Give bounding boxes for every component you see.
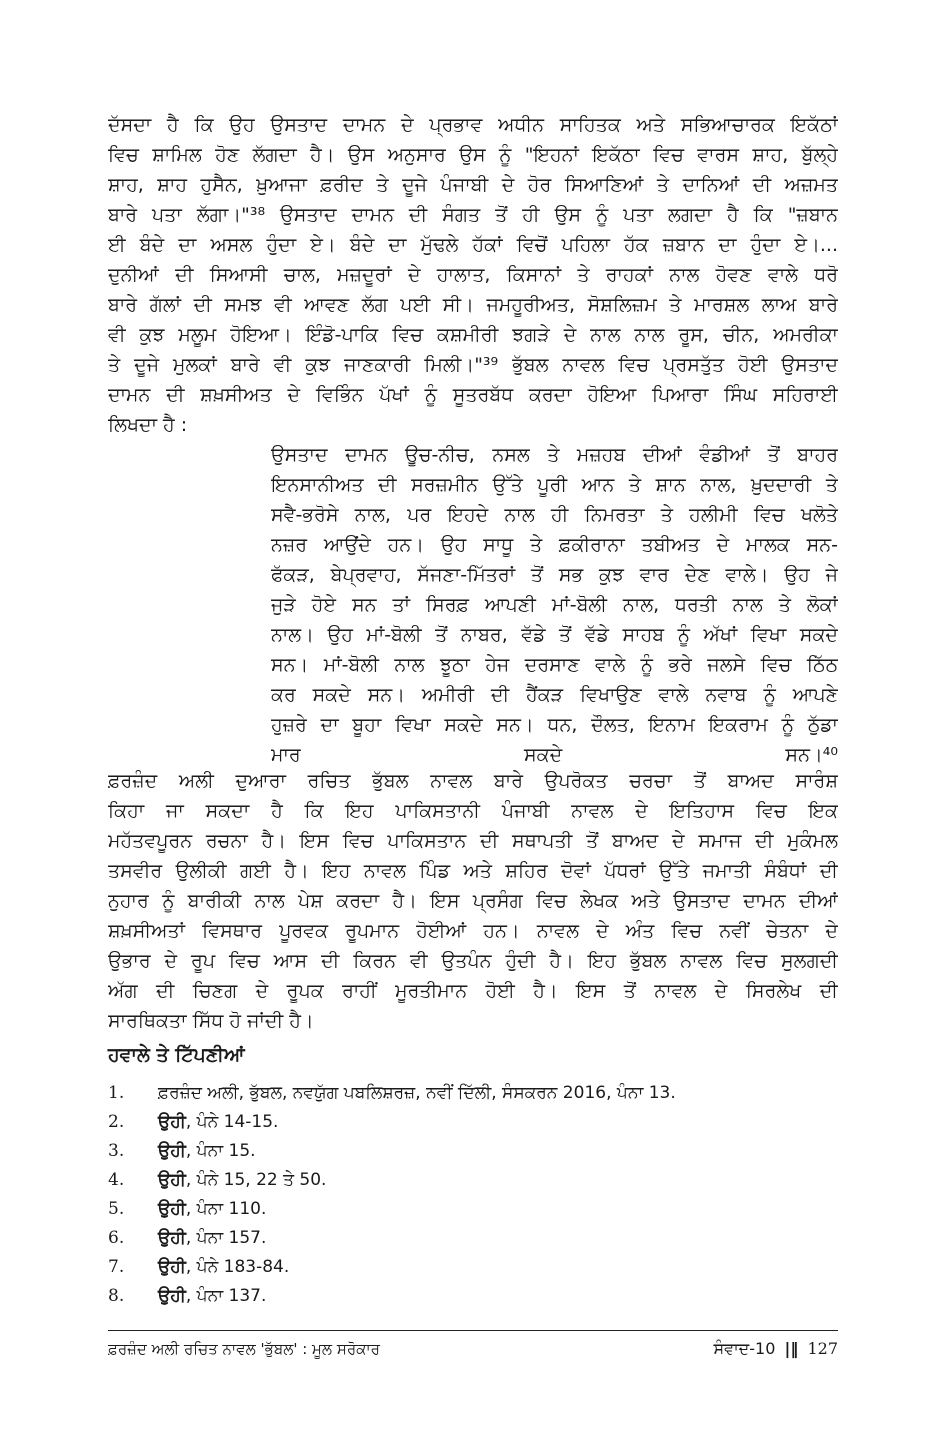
journal-name: ਸੰਵਾਦ-10 bbox=[713, 1339, 776, 1358]
reference-text: , ਪੰਨਾ 110. bbox=[185, 1199, 267, 1219]
footer-separator: |‖ bbox=[784, 1339, 799, 1358]
reference-number: 7. bbox=[108, 1257, 125, 1277]
text-line: ਸਵੈ-ਭਰੋਸੇ ਨਾਲ, ਪਰ ਇਹਦੇ ਨਾਲ ਹੀ ਨਿਮਰਤਾ ਤੇ ਹਲੀਮੀ ਵਿਚ ਖਲੋਤੇ bbox=[271, 504, 838, 526]
text-line: ਮਹੱਤਵਪੂਰਨ ਰਚਨਾ ਹੈ। ਇਸ ਵਿਚ ਪਾਕਿਸਤਾਨ ਦੀ ਸਥਾਪਤੀ ਤੋਂ ਬਾਅਦ ਦੇ ਸਮਾਜ ਦੀ ਮੁਕੰਮਲ bbox=[108, 830, 838, 852]
text-line: ਫੱਕੜ, ਬੇਪ੍ਰਵਾਹ, ਸੱਜਣਾ-ਮਿੱਤਰਾਂ ਤੋਂ ਸਭ ਕੁਝ ਵਾਰ ਦੇਣ ਵਾਲੇ। ਉਹ ਜੇ bbox=[271, 564, 838, 586]
text-line: ਬਾਰੇ ਗੱਲਾਂ ਦੀ ਸਮਝ ਵੀ ਆਵਣ ਲੱਗ ਪਈ ਸੀ। ਜਮਹੂਰੀਅਤ, ਸੋਸ਼ਲਿਜ਼ਮ ਤੇ ਮਾਰਸ਼ਲ ਲਾਅ ਬਾਰੇ bbox=[108, 294, 838, 316]
text-line: ਤੇ ਦੂਜੇ ਮੁਲਕਾਂ ਬਾਰੇ ਵੀ ਕੁਝ ਜਾਣਕਾਰੀ ਮਿਲੀ।"³⁹ ਭੁੱਬਲ ਨਾਵਲ ਵਿਚ ਪ੍ਰਸਤੁੱਤ ਹੋਈ ਉਸਤਾਦ bbox=[108, 354, 838, 376]
reference-text: , ਪੰਨਾ 15. bbox=[185, 1141, 256, 1161]
reference-number: 5. bbox=[108, 1199, 125, 1219]
text-line: ਸਨ। ਮਾਂ-ਬੋਲੀ ਨਾਲ ਝੂਠਾ ਹੇਜ ਦਰਸਾਣ ਵਾਲੇ ਨੂੰ ਭਰੇ ਜਲਸੇ ਵਿਚ ਠਿੱਠ bbox=[271, 654, 838, 676]
reference-ibid: ਉਹੀ bbox=[158, 1170, 186, 1190]
text-line: ਈ ਬੰਦੇ ਦਾ ਅਸਲ ਹੁੰਦਾ ਏ। ਬੰਦੇ ਦਾ ਮੁੱਢਲੇ ਹੱਕਾਂ ਵਿਚੋਂ ਪਹਿਲਾ ਹੱਕ ਜ਼ਬਾਨ ਦਾ ਹੁੰਦਾ ਏ।... bbox=[108, 234, 838, 256]
text-line: ਦੱਸਦਾ ਹੈ ਕਿ ਉਹ ਉਸਤਾਦ ਦਾਮਨ ਦੇ ਪ੍ਰਭਾਵ ਅਧੀਨ ਸਾਹਿਤਕ ਅਤੇ ਸਭਿਆਚਾਰਕ ਇਕੱਠਾਂ bbox=[108, 114, 838, 136]
reference-ibid: ਉਹੀ bbox=[158, 1286, 186, 1306]
page-number: 127 bbox=[807, 1339, 838, 1358]
reference-item bbox=[108, 1196, 838, 1222]
reference-number: 3. bbox=[108, 1141, 125, 1161]
reference-ibid: ਉਹੀ bbox=[158, 1228, 186, 1248]
footer-rule bbox=[108, 1330, 838, 1331]
reference-number: 2. bbox=[108, 1112, 125, 1132]
text-line: ਸ਼ਖ਼ਸੀਅਤਾਂ ਵਿਸਥਾਰ ਪੂਰਵਕ ਰੂਪਮਾਨ ਹੋਈਆਂ ਹਨ। ਨਾਵਲ ਦੇ ਅੰਤ ਵਿਚ ਨਵੀਂ ਚੇਤਨਾ ਦੇ bbox=[108, 920, 838, 942]
text-line: ਵੀ ਕੁਝ ਮਲੂਮ ਹੋਇਆ। ਇੰਡੋ-ਪਾਕਿ ਵਿਚ ਕਸ਼ਮੀਰੀ ਝਗੜੇ ਦੇ ਨਾਲ ਨਾਲ ਰੂਸ, ਚੀਨ, ਅਮਰੀਕਾ bbox=[108, 324, 838, 346]
reference-number: 4. bbox=[108, 1170, 125, 1190]
text-line: ਨਜ਼ਰ ਆਉਂਦੇ ਹਨ। ਉਹ ਸਾਧੂ ਤੇ ਫ਼ਕੀਰਾਨਾ ਤਬੀਅਤ ਦੇ ਮਾਲਕ ਸਨ- bbox=[271, 534, 838, 556]
references-heading: ਹਵਾਲੇ ਤੇ ਟਿੱਪਣੀਆਂ bbox=[108, 1044, 245, 1066]
footer-page-info bbox=[713, 1338, 838, 1360]
text-line: ਲਿਖਦਾ ਹੈ : bbox=[108, 414, 188, 436]
text-line: ਉਸਤਾਦ ਦਾਮਨ ਊਚ-ਨੀਚ, ਨਸਲ ਤੇ ਮਜ਼ਹਬ ਦੀਆਂ ਵੰਡੀਆਂ ਤੋਂ ਬਾਹਰ bbox=[271, 444, 838, 466]
reference-text: , ਪੰਨੇ 183-84. bbox=[185, 1257, 290, 1277]
reference-text: , ਪੰਨੇ 15, 22 ਤੇ 50. bbox=[185, 1170, 327, 1190]
reference-text: , ਪੰਨਾ 137. bbox=[185, 1286, 267, 1306]
reference-item bbox=[108, 1080, 838, 1106]
text-line: ਦਾਮਨ ਦੀ ਸ਼ਖ਼ਸੀਅਤ ਦੇ ਵਿਭਿੰਨ ਪੱਖਾਂ ਨੂੰ ਸੂਤਰਬੱਧ ਕਰਦਾ ਹੋਇਆ ਪਿਆਰਾ ਸਿੰਘ ਸਹਿਰਾਈ bbox=[108, 384, 838, 406]
text-line: ਜੁੜੇ ਹੋਏ ਸਨ ਤਾਂ ਸਿਰਫ਼ ਆਪਣੀ ਮਾਂ-ਬੋਲੀ ਨਾਲ, ਧਰਤੀ ਨਾਲ ਤੇ ਲੋਕਾਂ bbox=[271, 594, 838, 616]
reference-item bbox=[108, 1283, 838, 1309]
reference-number: 8. bbox=[108, 1286, 125, 1306]
text-line: ਨਾਲ। ਉਹ ਮਾਂ-ਬੋਲੀ ਤੋਂ ਨਾਬਰ, ਵੱਡੇ ਤੋਂ ਵੱਡੇ ਸਾਹਬ ਨੂੰ ਅੱਖਾਂ ਵਿਖਾ ਸਕਦੇ bbox=[271, 624, 838, 646]
text-line: ਇਨਸਾਨੀਅਤ ਦੀ ਸਰਜ਼ਮੀਨ ਉੱਤੇ ਪੂਰੀ ਆਨ ਤੇ ਸ਼ਾਨ ਨਾਲ, ਖ਼ੁਦਦਾਰੀ ਤੇ bbox=[271, 474, 838, 496]
text-line: ਤਸਵੀਰ ਉਲੀਕੀ ਗਈ ਹੈ। ਇਹ ਨਾਵਲ ਪਿੰਡ ਅਤੇ ਸ਼ਹਿਰ ਦੋਵਾਂ ਪੱਧਰਾਂ ਉੱਤੇ ਜਮਾਤੀ ਸੰਬੰਧਾਂ ਦੀ bbox=[108, 860, 838, 882]
reference-number: 1. bbox=[108, 1083, 125, 1103]
text-line: ਕਿਹਾ ਜਾ ਸਕਦਾ ਹੈ ਕਿ ਇਹ ਪਾਕਿਸਤਾਨੀ ਪੰਜਾਬੀ ਨਾਵਲ ਦੇ ਇਤਿਹਾਸ ਵਿਚ ਇਕ bbox=[108, 800, 838, 822]
text-line: ਦੁਨੀਆਂ ਦੀ ਸਿਆਸੀ ਚਾਲ, ਮਜ਼ਦੂਰਾਂ ਦੇ ਹਾਲਾਤ, ਕਿਸਾਨਾਂ ਤੇ ਰਾਹਕਾਂ ਨਾਲ ਹੋਵਣ ਵਾਲੇ ਧਰੋ bbox=[108, 264, 838, 286]
text-line: ਉਭਾਰ ਦੇ ਰੂਪ ਵਿਚ ਆਸ ਦੀ ਕਿਰਨ ਵੀ ਉਤਪੰਨ ਹੁੰਦੀ ਹੈ। ਇਹ ਭੁੱਬਲ ਨਾਵਲ ਵਿਚ ਸੁਲਗਦੀ bbox=[108, 950, 838, 972]
text-line: ਵਿਚ ਸ਼ਾਮਿਲ ਹੋਣ ਲੱਗਦਾ ਹੈ। ਉਸ ਅਨੁਸਾਰ ਉਸ ਨੂੰ "ਇਹਨਾਂ ਇਕੱਠਾ ਵਿਚ ਵਾਰਸ ਸ਼ਾਹ, ਬੁੱਲ੍ਹੇ bbox=[108, 144, 838, 166]
reference-text: ਫ਼ਰਜ਼ੰਦ ਅਲੀ, ਭੁੱਬਲ, ਨਵਯੁੱਗ ਪਬਲਿਸ਼ਰਜ਼, ਨਵੀਂ ਦਿੱਲੀ, ਸੰਸਕਰਨ 2016, ਪੰਨਾ 13. bbox=[158, 1083, 676, 1103]
reference-text: , ਪੰਨਾ 157. bbox=[185, 1228, 267, 1248]
reference-ibid: ਉਹੀ bbox=[158, 1257, 186, 1277]
text-line: ਮਾਰ ਸਕਦੇ ਸਨ।⁴⁰ bbox=[271, 744, 838, 766]
reference-number: 6. bbox=[108, 1228, 125, 1248]
reference-item bbox=[108, 1109, 838, 1135]
text-line: ਅੱਗ ਦੀ ਚਿਣਗ ਦੇ ਰੂਪਕ ਰਾਹੀਂ ਮੂਰਤੀਮਾਨ ਹੋਈ ਹੈ। ਇਸ ਤੋਂ ਨਾਵਲ ਦੇ ਸਿਰਲੇਖ ਦੀ bbox=[108, 980, 838, 1002]
reference-item bbox=[108, 1167, 838, 1193]
text-line: ਕਰ ਸਕਦੇ ਸਨ। ਅਮੀਰੀ ਦੀ ਹੈਂਕੜ ਵਿਖਾਉਣ ਵਾਲੇ ਨਵਾਬ ਨੂੰ ਆਪਣੇ bbox=[271, 684, 838, 706]
text-line: ਫ਼ਰਜ਼ੰਦ ਅਲੀ ਦੁਆਰਾ ਰਚਿਤ ਭੁੱਬਲ ਨਾਵਲ ਬਾਰੇ ਉਪਰੋਕਤ ਚਰਚਾ ਤੋਂ ਬਾਅਦ ਸਾਰੰਸ਼ bbox=[108, 770, 838, 792]
text-line: ਸ਼ਾਹ, ਸ਼ਾਹ ਹੁਸੈਨ, ਖ਼ੁਆਜਾ ਫ਼ਰੀਦ ਤੇ ਦੂਜੇ ਪੰਜਾਬੀ ਦੇ ਹੋਰ ਸਿਆਣਿਆਂ ਤੇ ਦਾਨਿਆਂ ਦੀ ਅਜ਼ਮਤ bbox=[108, 174, 838, 196]
reference-item bbox=[108, 1138, 838, 1164]
reference-item bbox=[108, 1254, 838, 1280]
reference-ibid: ਉਹੀ bbox=[158, 1199, 186, 1219]
running-title: ਫ਼ਰਜ਼ੰਦ ਅਲੀ ਰਚਿਤ ਨਾਵਲ 'ਭੁੱਬਲ' : ਮੂਲ ਸਰੋਕਾਰ bbox=[108, 1340, 380, 1358]
reference-item bbox=[108, 1225, 838, 1251]
text-line: ਨੁਹਾਰ ਨੂੰ ਬਾਰੀਕੀ ਨਾਲ ਪੇਸ਼ ਕਰਦਾ ਹੈ। ਇਸ ਪ੍ਰਸੰਗ ਵਿਚ ਲੇਖਕ ਅਤੇ ਉਸਤਾਦ ਦਾਮਨ ਦੀਆਂ bbox=[108, 890, 838, 912]
text-line: ਬਾਰੇ ਪਤਾ ਲੱਗਾ।"³⁸ ਉਸਤਾਦ ਦਾਮਨ ਦੀ ਸੰਗਤ ਤੋਂ ਹੀ ਉਸ ਨੂੰ ਪਤਾ ਲਗਦਾ ਹੈ ਕਿ "ਜ਼ਬਾਨ bbox=[108, 204, 838, 226]
text-line: ਹੁਜ਼ਰੇ ਦਾ ਬੂਹਾ ਵਿਖਾ ਸਕਦੇ ਸਨ। ਧਨ, ਦੌਲਤ, ਇਨਾਮ ਇਕਰਾਮ ਨੂੰ ਠੁੱਡਾ bbox=[271, 714, 838, 736]
reference-ibid: ਉਹੀ bbox=[158, 1112, 186, 1132]
reference-text: , ਪੰਨੇ 14-15. bbox=[185, 1112, 279, 1132]
reference-ibid: ਉਹੀ bbox=[158, 1141, 186, 1161]
text-line: ਸਾਰਥਿਕਤਾ ਸਿੱਧ ਹੋ ਜਾਂਦੀ ਹੈ। bbox=[108, 1010, 314, 1032]
